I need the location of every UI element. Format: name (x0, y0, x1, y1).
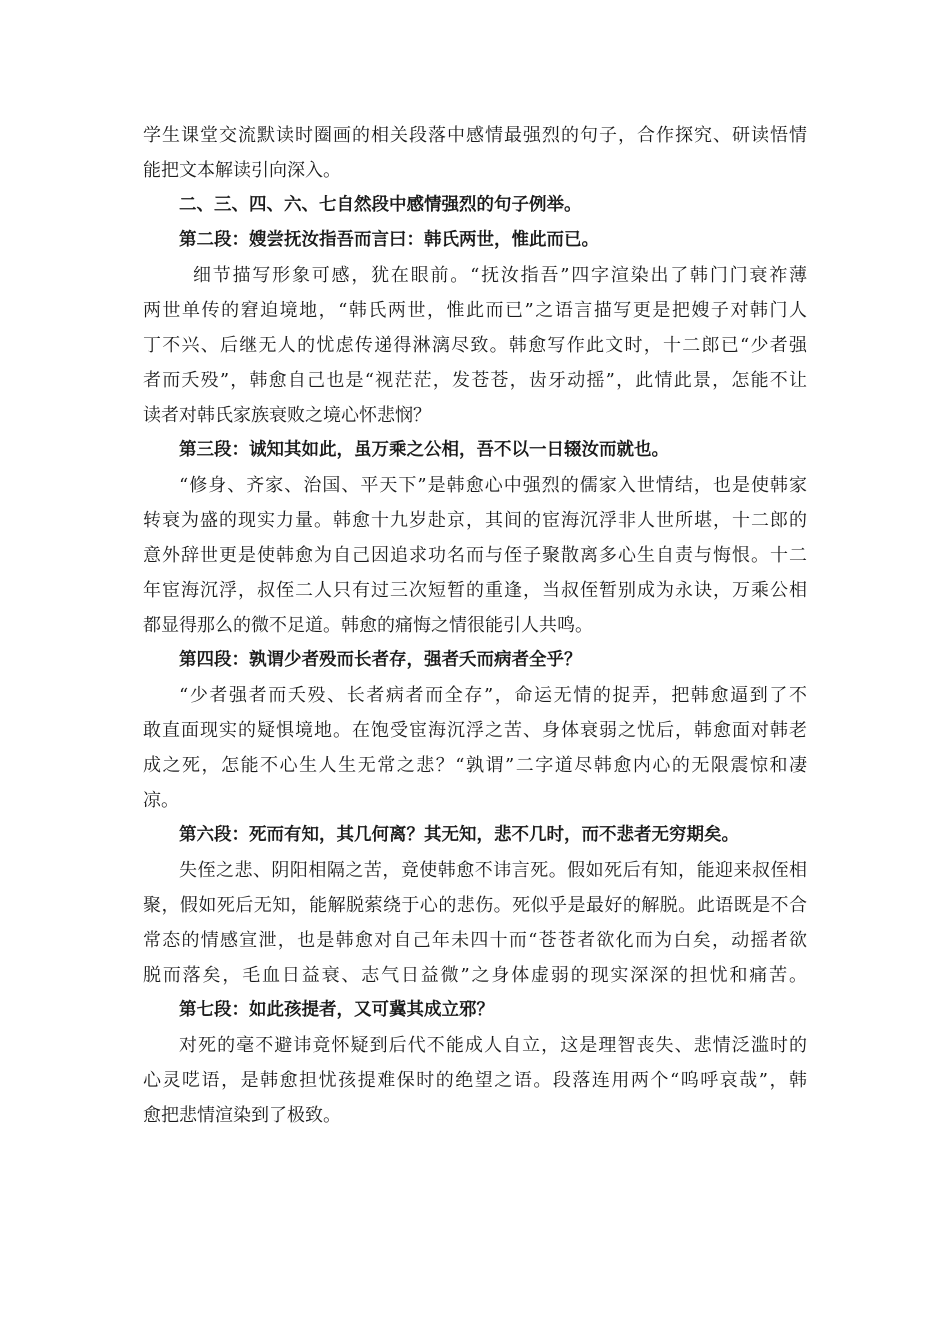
text-line: 年宦海沉浮，叔侄二人只有过三次短暂的重逢，当叔侄暂别成为永诀，万乘公相 (143, 580, 807, 601)
text-line: 聚，假如死后无知，能解脱萦绕于心的悲伤。死似乎是最好的解脱。此语既是不合 (143, 895, 807, 916)
document-page (143, 118, 807, 1133)
text-line: 转衰为盛的现实力量。韩愈十九岁赴京，其间的宦海沉浮非人世所堪，十二郎的 (143, 510, 807, 531)
paragraph-3-heading: 第三段：诚知其如此，虽万乘之公相，吾不以一日辍汝而就也。 (179, 440, 669, 460)
text-line: 脱而落矣，毛血日益衰、志气日益微”之身体虚弱的现实深深的担忧和痛苦。 (143, 965, 807, 986)
text-line: 愈把悲情渲染到了极致。 (143, 1105, 341, 1126)
text-line: 心灵呓语，是韩愈担忧孩提难保时的绝望之语。段落连用两个“呜呼哀哉”，韩 (143, 1070, 807, 1091)
paragraph-7-heading: 第七段：如此孩提者，又可冀其成立邪？ (179, 1000, 494, 1020)
paragraph-4-analysis (143, 678, 807, 818)
text-line: 失侄之悲、阴阳相隔之苦，竟使韩愈不讳言死。假如死后有知，能迎来叔侄相 (179, 860, 807, 881)
text-line: 细节描写形象可感，犹在眼前。“抚汝指吾”四字渲染出了韩门门衰祚薄 (193, 265, 807, 286)
text-line: 能把文本解读引向深入。 (143, 160, 341, 181)
text-line: 对死的毫不避讳竟怀疑到后代不能成人自立，这是理智丧失、悲情泛滥时的 (179, 1035, 807, 1056)
paragraph-2-heading: 第二段：嫂尝抚汝指吾而言曰：韩氏两世，惟此而已。 (179, 230, 599, 250)
text-line: 成之死，怎能不心生人生无常之悲？“孰谓”二字道尽韩愈内心的无限震惊和凄 (143, 755, 807, 776)
text-line: “修身、齐家、治国、平天下”是韩愈心中强烈的儒家入世情结，也是使韩家 (179, 475, 807, 496)
paragraph-6-heading: 第六段：死而有知，其几何离？其无知，悲不几时，而不悲者无穷期矣。 (179, 825, 739, 845)
paragraph-2-analysis (143, 258, 807, 433)
text-line: 常态的情感宣泄，也是韩愈对自己年未四十而“苍苍者欲化而为白矣，动摇者欲 (143, 930, 807, 951)
text-line: 两世单传的窘迫境地，“韩氏两世，惟此而已”之语言描写更是把嫂子对韩门人 (143, 300, 807, 321)
text-line: 者而夭殁”，韩愈自己也是“视茫茫，发苍苍，齿牙动摇”，此情此景，怎能不让 (143, 370, 807, 391)
text-line: 都显得那么的微不足道。韩愈的痛悔之情很能引人共鸣。 (143, 615, 593, 636)
text-line: 敢直面现实的疑惧境地。在饱受宦海沉浮之苦、身体衰弱之忧后，韩愈面对韩老 (143, 720, 807, 741)
text-line: 读者对韩氏家族衰败之境心怀悲悯？ (143, 405, 431, 426)
text-line: 丁不兴、后继无人的忧虑传递得淋漓尽致。韩愈写作此文时，十二郎已“少者强 (143, 335, 807, 356)
paragraph-6-analysis (143, 853, 807, 993)
intro-paragraph (143, 118, 807, 188)
text-line: “少者强者而夭殁、长者病者而全存”，命运无情的捉弄，把韩愈逼到了不 (179, 685, 807, 706)
section-heading: 二、三、四、六、七自然段中感情强烈的句子例举。 (179, 195, 582, 215)
text-line: 凉。 (143, 790, 179, 811)
paragraph-7-analysis (143, 1028, 807, 1133)
paragraph-3-analysis (143, 468, 807, 643)
text-line: 学生课堂交流默读时圈画的相关段落中感情最强烈的句子，合作探究、研读悟情 (143, 125, 807, 146)
paragraph-4-heading: 第四段：孰谓少者殁而长者存，强者夭而病者全乎？ (179, 650, 582, 670)
text-line: 意外辞世更是使韩愈为自己因追求功名而与侄子聚散离多心生自责与悔恨。十二 (143, 545, 807, 566)
